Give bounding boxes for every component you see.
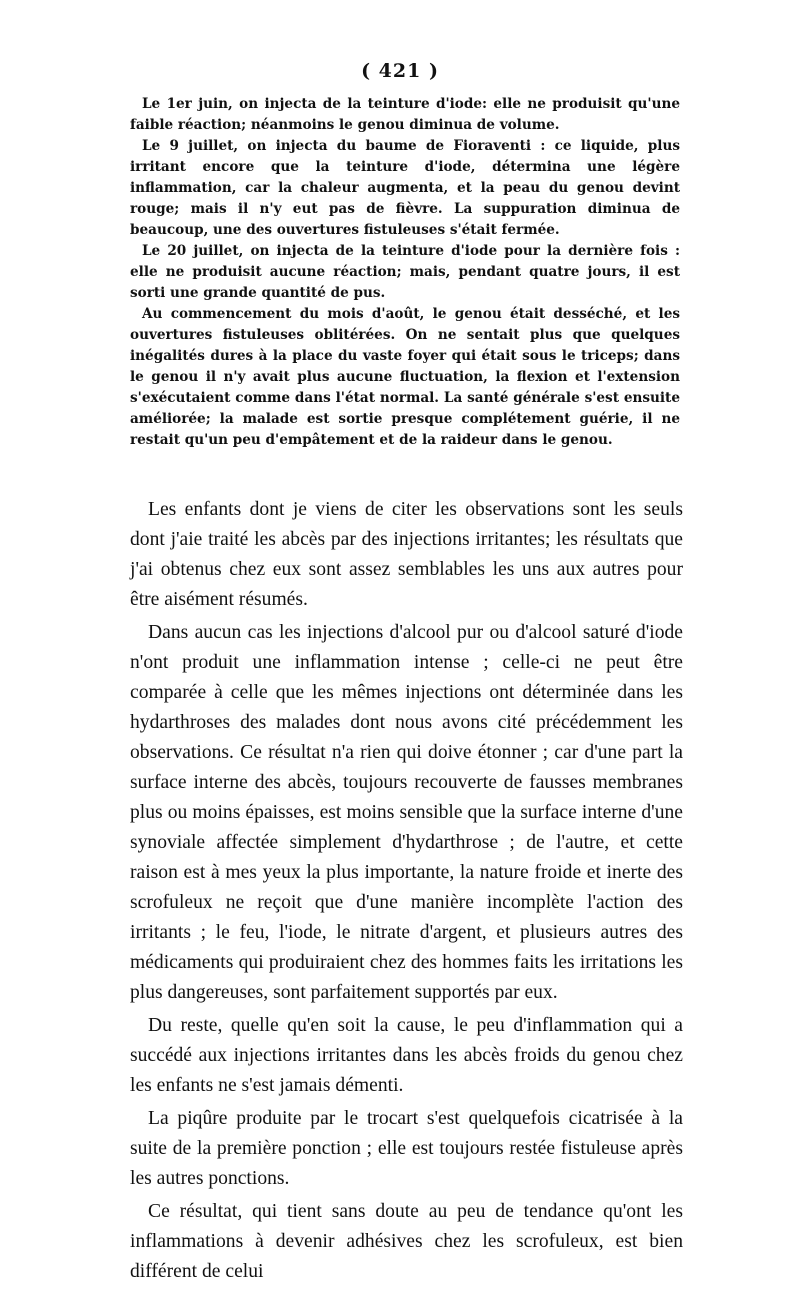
body-paragraph: Du reste, quelle qu'en soit la cause, le peu d'inflammation qui a succédé aux injections irritantes dans les abcès froids du genou chez les enfants ne s'est jamais démenti. [130, 1015, 683, 1096]
main-text-section [130, 495, 683, 1290]
body-paragraph: La piqûre produite par le trocart s'est quelquefois cicatrisée à la suite de la première ponction ; elle est toujours restée fistuleuse après les autres ponctions. [130, 1108, 683, 1189]
page-number: ( 421 ) [361, 60, 439, 82]
case-paragraph: Le 1er juin, on injecta de la teinture d'iode: elle ne produisit qu'une faible réaction; néanmoins le genou diminua de volume. [130, 96, 680, 133]
body-paragraph: Dans aucun cas les injections d'alcool pur ou d'alcool saturé d'iode n'ont produit une inflammation intense ; celle-ci ne peut être comparée à celle que les mêmes injections ont déterminée dans les hydarthroses des malades dont nous avons cité précédemment les observations. Ce résultat n'a rien qui doive étonner ; car d'une part la surface interne des abcès, toujours recouverte de fausses membranes plus ou moins épaisses, est moins sensible que la surface interne d'une synoviale affectée simplement d'hydarthrose ; de l'autre, et cette raison est à mes yeux la plus importante, la nature froide et inerte des scrofuleux ne reçoit que d'une manière incomplète l'action des irritants ; le feu, l'iode, le nitrate d'argent, et plusieurs autres des médicaments qui produiraient chez des hommes faits les irritations les plus dangereuses, sont parfaitement supportés par eux. [130, 622, 683, 1003]
case-paragraph: Au commencement du mois d'août, le genou était desséché, et les ouvertures fistuleuses oblitérées. On ne sentait plus que quelques inégalités dures à la place du vaste foyer qui était sous le triceps; dans le genou il n'y avait plus aucune fluctuation, la flexion et l'extension s'exécutaient comme dans l'état normal. La santé générale s'est ensuite améliorée; la malade est sortie presque complétement guérie, il ne restait qu'un peu d'empâtement et de la raideur dans le genou. [130, 306, 680, 448]
case-report-section [130, 94, 680, 451]
body-paragraph: Les enfants dont je viens de citer les observations sont les seuls dont j'aie traité les abcès par des injections irritantes; les résultats que j'ai obtenus chez eux sont assez semblables les uns aux autres pour être aisément résumés. [130, 499, 683, 610]
case-paragraph: Le 9 juillet, on injecta du baume de Fioraventi : ce liquide, plus irritant encore que la teinture d'iode, détermina une légère inflammation, car la chaleur augmenta, et la peau du genou devint rouge; mais il n'y eut pas de fièvre. La suppuration diminua de beaucoup, une des ouvertures fistuleuses s'était fermée. [130, 138, 680, 238]
body-paragraph: Ce résultat, qui tient sans doute au peu de tendance qu'ont les inflammations à devenir adhésives chez les scrofuleux, est bien différent de celui [130, 1201, 683, 1282]
case-paragraph: Le 20 juillet, on injecta de la teinture d'iode pour la dernière fois : elle ne produisit aucune réaction; mais, pendant quatre jours, il est sorti une grande quantité de pus. [130, 243, 680, 301]
